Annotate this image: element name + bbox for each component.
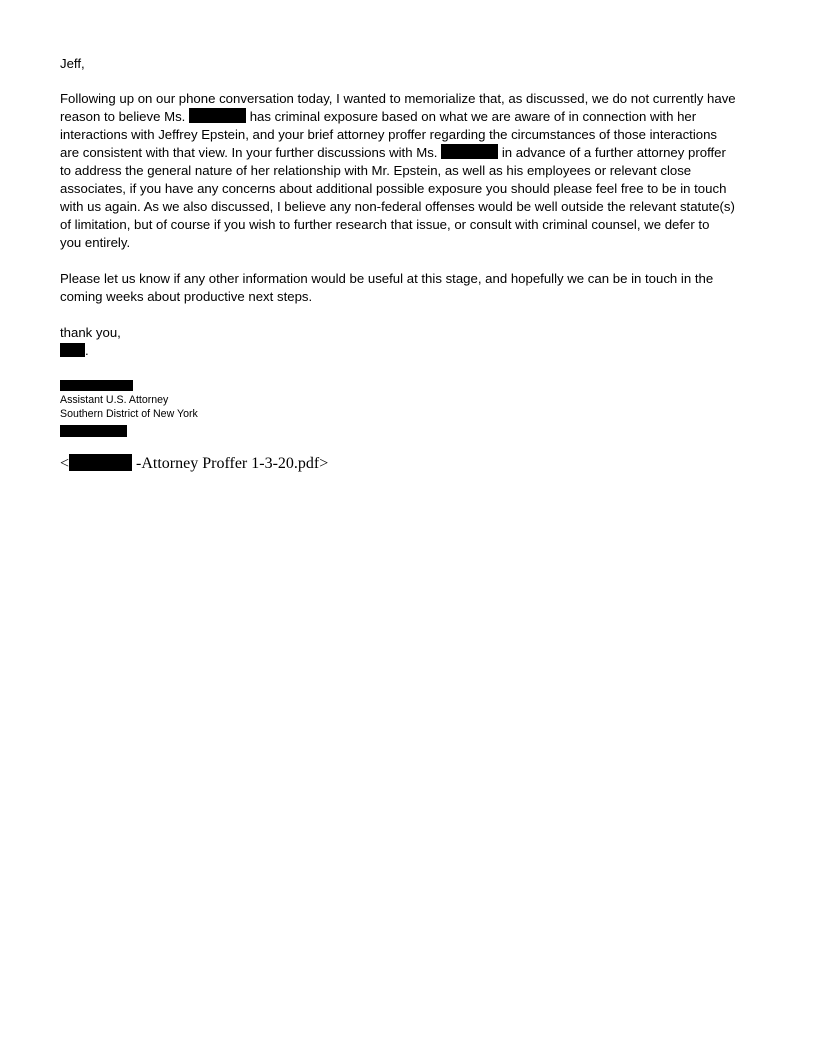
attachment-link[interactable] xyxy=(60,454,328,474)
body-line: with us again. As we also discussed, I believe any non-federal offenses would be well outside the relevant statute(s) xyxy=(60,199,735,214)
redaction-block xyxy=(60,343,85,357)
greeting: Jeff, xyxy=(60,56,85,71)
body-line: to address the general nature of her relationship with Mr. Epstein, as well as his employees or relevant close xyxy=(60,163,692,178)
redaction-block xyxy=(441,144,498,159)
body-text: reason to believe Ms. xyxy=(60,109,186,124)
body-text: has criminal exposure based on what we are aware of in connection with her xyxy=(249,109,697,124)
body-line: coming weeks about productive next steps. xyxy=(60,289,313,304)
signature-title: Assistant U.S. Attorney xyxy=(60,394,169,406)
body-line: Please let us know if any other information would be useful at this stage, and hopefully we can be in touch in the xyxy=(60,271,714,286)
redaction-block xyxy=(69,454,132,471)
closing: thank you, xyxy=(60,325,121,340)
body-text: in advance of a further attorney proffer xyxy=(501,145,726,160)
body-line: associates, if you have any concerns about additional possible exposure you should please feel free to be in touch xyxy=(60,181,727,196)
body-line: of limitation, but of course if you wish to further research that issue, or consult with criminal counsel, we defer to xyxy=(60,217,710,232)
signature-office: Southern District of New York xyxy=(60,408,198,420)
body-line xyxy=(60,144,726,162)
redaction-block xyxy=(189,108,246,123)
body-line: you entirely. xyxy=(60,235,131,250)
body-line: Following up on our phone conversation today, I wanted to memorialize that, as discussed, we do not currently have xyxy=(60,91,736,106)
signoff-suffix: . xyxy=(85,343,89,358)
body-text: are consistent with that view. In your further discussions with Ms. xyxy=(60,145,438,160)
attachment-filename: -Attorney Proffer 1-3-20.pdf> xyxy=(132,455,329,472)
signoff xyxy=(60,342,89,360)
body-line: interactions with Jeffrey Epstein, and your brief attorney proffer regarding the circumstances of those interactions xyxy=(60,127,718,142)
body-line xyxy=(60,108,696,126)
redaction-block xyxy=(60,380,133,391)
attachment-bracket: < xyxy=(60,455,70,472)
redaction-block xyxy=(60,425,127,437)
